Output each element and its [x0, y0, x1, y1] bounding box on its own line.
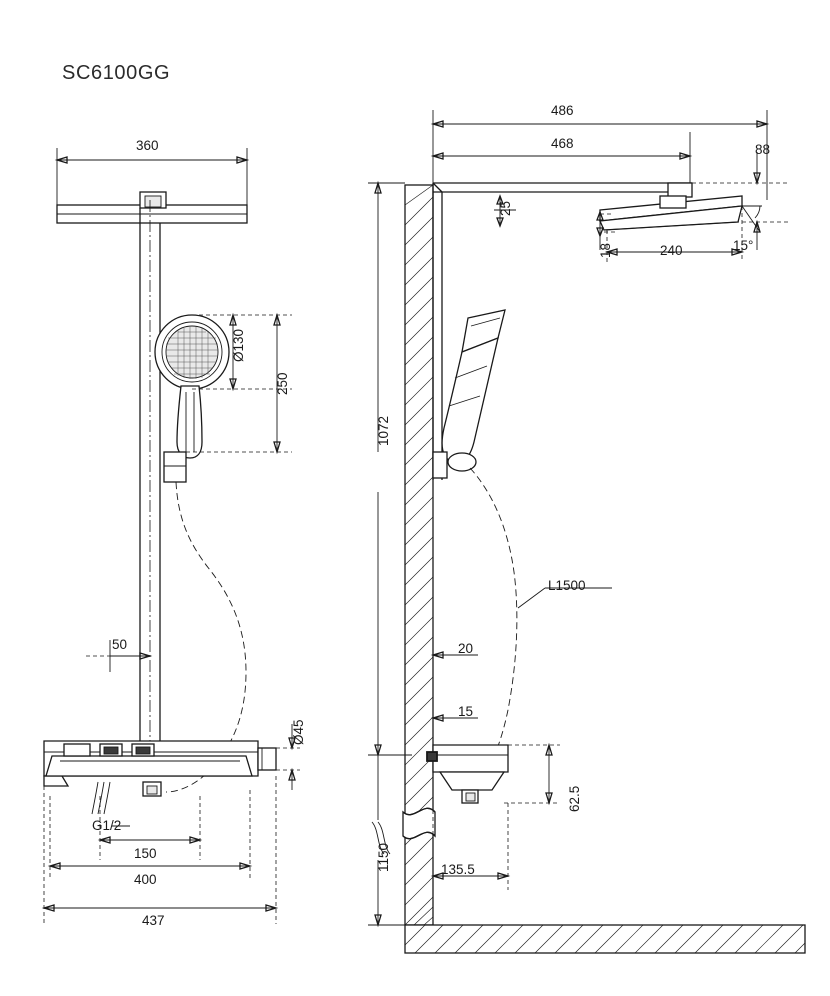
- dim-overall-width: 437: [142, 913, 165, 928]
- side-section-view: [368, 110, 805, 953]
- handshower-side: [442, 310, 505, 471]
- dim-handshower-diameter: Ø130: [231, 328, 246, 362]
- dim-handshower-holder-drop: 250: [275, 372, 290, 395]
- dim-outlet-diameter: Ø45: [291, 719, 306, 745]
- dim-riser-height: 1072: [376, 415, 391, 446]
- dim-hose-length: L1500: [548, 578, 586, 593]
- dim-overall-head-width: 360: [136, 138, 159, 153]
- wall-section-hatch: [403, 185, 435, 925]
- dim-arm-projection: 468: [551, 136, 574, 151]
- dim-head-height-offset: 88: [755, 142, 771, 157]
- dim-overall-projection: 486: [551, 103, 574, 118]
- floor-section-hatch: [405, 925, 805, 953]
- dim-valve-depth: 135.5: [441, 862, 475, 877]
- handshower-front: [155, 315, 229, 458]
- page-title: SC6100GG: [62, 62, 171, 84]
- dim-head-tilt-angle: 15°: [733, 238, 754, 253]
- valve-body-front: [44, 741, 276, 814]
- dim-riser-offset: 50: [112, 637, 128, 652]
- valve-body-side: [427, 745, 508, 803]
- dim-head-depth: 240: [660, 243, 683, 258]
- shower-head-side: [600, 196, 742, 230]
- dim-inlet-thread: G1/2: [92, 818, 122, 833]
- dim-arm-thickness: 25: [498, 200, 513, 216]
- dim-head-thickness: 18: [598, 242, 613, 258]
- dim-inlet-centres: 150: [134, 846, 157, 861]
- dim-riser-depth-lower: 15: [458, 704, 474, 719]
- dim-valve-projection: 62.5: [567, 785, 582, 812]
- dim-valve-body-width: 400: [134, 872, 157, 887]
- front-elevation-view: [44, 148, 300, 924]
- dim-floor-to-valve: 1150: [376, 842, 391, 872]
- dim-riser-depth-upper: 20: [458, 641, 474, 656]
